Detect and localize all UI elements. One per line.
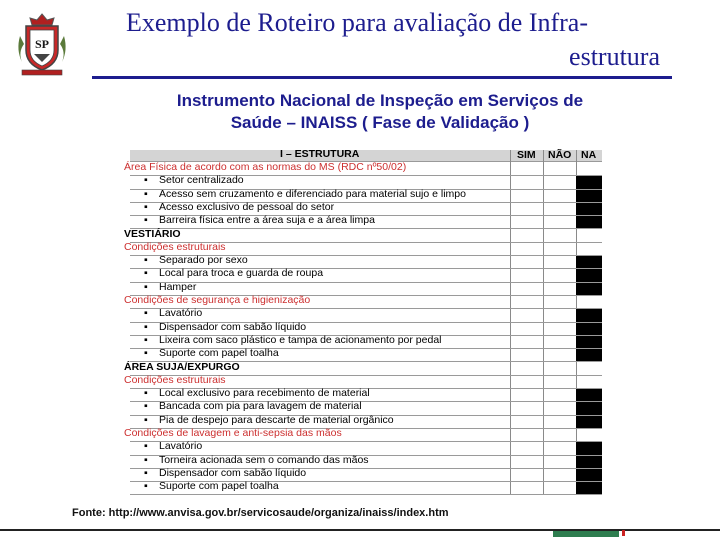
- row-label: ÁREA SUJA/EXPURGO: [124, 360, 240, 373]
- inspection-table: [124, 148, 602, 494]
- row-label: Lavatório: [159, 440, 203, 453]
- row-label: Condições estruturais: [124, 373, 226, 386]
- row-label: Torneira acionada sem o comando das mãos: [159, 453, 369, 466]
- row-label: Suporte com papel toalha: [159, 347, 279, 360]
- bullet-icon: ▪: [144, 320, 148, 333]
- bullet-icon: ▪: [144, 200, 148, 213]
- bullet-icon: ▪: [144, 307, 148, 320]
- table-row: [130, 269, 602, 282]
- bullet-icon: ▪: [144, 387, 148, 400]
- col-header-na: NA: [581, 149, 597, 161]
- subtitle: [100, 90, 660, 134]
- row-label: Lixeira com saco plástico e tampa de acionamento por pedal: [159, 333, 442, 346]
- row-label: Suporte com papel toalha: [159, 480, 279, 493]
- row-label: Condições estruturais: [124, 240, 226, 253]
- row-label: Local para troca e guarda de roupa: [159, 267, 324, 280]
- row-label: Acesso sem cruzamento e diferenciado para material sujo e limpo: [159, 187, 466, 200]
- corner-decoration: [553, 531, 619, 537]
- bullet-icon: ▪: [144, 333, 148, 346]
- row-label: Condições de lavagem e anti-sepsia das mãos: [124, 427, 342, 439]
- row-label: Setor centralizado: [159, 174, 244, 187]
- row-label: Lavatório: [159, 307, 203, 320]
- row-label: Condições de segurança e higienização: [124, 294, 311, 306]
- bullet-icon: ▪: [144, 254, 148, 267]
- bullet-icon: ▪: [144, 466, 148, 479]
- source-footnote: Fonte: http://www.anvisa.gov.br/servicosaude/organiza/inaiss/index.htm: [72, 507, 449, 519]
- page-title-line2: estrutura: [569, 42, 660, 71]
- bullet-icon: ▪: [144, 280, 148, 293]
- bullet-icon: ▪: [144, 453, 148, 466]
- row-label: Hamper: [159, 280, 197, 293]
- row-label: Área Física de acordo com as normas do MS (RDC nº50/02): [124, 161, 407, 173]
- logo-text: SP: [34, 37, 50, 51]
- table-row: [130, 216, 602, 229]
- bullet-icon: ▪: [144, 187, 148, 200]
- row-label: VESTIÁRIO: [124, 227, 181, 240]
- bullet-icon: ▪: [144, 400, 148, 413]
- bullet-icon: ▪: [144, 214, 148, 227]
- bullet-icon: ▪: [144, 480, 148, 493]
- bullet-icon: ▪: [144, 174, 148, 187]
- row-label: Pia de despejo para descarte de material orgânico: [159, 413, 394, 426]
- page-title-line1: Exemplo de Roteiro para avaliação de Infra-: [126, 8, 588, 37]
- subtitle-line1: Instrumento Nacional de Inspeção em Serviços de: [176, 91, 584, 110]
- col-header-sim: SIM: [517, 149, 536, 161]
- bullet-icon: ▪: [144, 440, 148, 453]
- row-label: Separado por sexo: [159, 254, 248, 267]
- subtitle-line2: Saúde – INAISS ( Fase de Validação ): [230, 113, 530, 132]
- row-label: Dispensador com sabão líquido: [159, 320, 307, 333]
- col-header-nao: NÃO: [548, 149, 572, 161]
- title-underline: [92, 76, 672, 79]
- bullet-icon: ▪: [144, 347, 148, 360]
- bullet-icon: ▪: [144, 413, 148, 426]
- row-label: Dispensador com sabão líquido: [159, 466, 307, 479]
- table-row: [130, 482, 602, 495]
- bullet-icon: ▪: [144, 267, 148, 280]
- row-label: Acesso exclusivo de pessoal do setor: [159, 200, 335, 213]
- corner-decoration-dot: [622, 530, 625, 536]
- sao-paulo-coat-of-arms-logo: [14, 10, 70, 78]
- row-label: Local exclusivo para recebimento de material: [159, 387, 370, 400]
- row-label: Bancada com pia para lavagem de material: [159, 400, 362, 413]
- table-title: I – ESTRUTURA: [280, 148, 360, 160]
- row-label: Barreira física entre a área suja e a área limpa: [159, 214, 375, 227]
